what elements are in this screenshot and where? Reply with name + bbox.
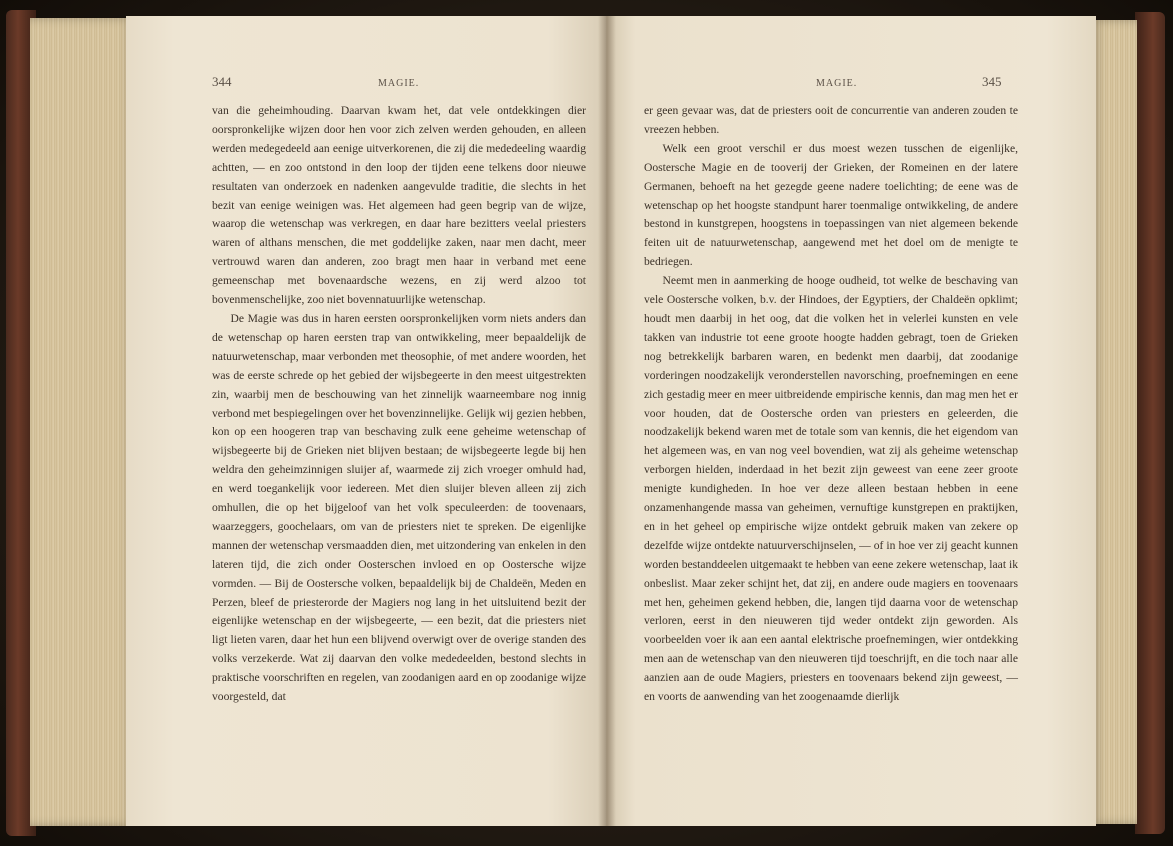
paragraph: er geen gevaar was, dat de priesters ooit de concurrentie van anderen zouden te vreezen hebben.: [644, 104, 1018, 136]
book-gutter: [598, 16, 616, 826]
page-stack-left: [30, 18, 134, 826]
paragraph: van die geheimhouding. Daarvan kwam het, dat vele ontdekkingen dier oorspronkelijke wijzen door hen voor zich zelven werden gehouden, en alleen werden medegedeeld aan eenige uitverkorenen, die zij die mededeeling waardig achtten, — en zoo ontstond in den loop der tijden eene telkens door nieuwe resultaten van onderzoek en nadenken aangevulde traditie, die slechts in het bezit van eenige weinigen was. Het algemeen had geen begrip van de wijze, waarop die wetenschap was verkregen, en daar hare bezitters veelal priesters waren of althans menschen, die met goddelijke zaken, naar men dacht, meer vertrouwd waren dan anderen, zoo bragt men haar in verband met eene gemeenschap met bovenaardsche wezens, en zij werd alzoo tot bovenmenschelijke, zoo niet bovennatuurlijke wetenschap.: [212, 104, 586, 307]
running-head: MAGIE.: [816, 78, 858, 89]
right-page: [606, 16, 1096, 826]
book-cover-right-edge: [1135, 12, 1165, 834]
body-text: [644, 102, 1018, 707]
page-stack-right: [1091, 20, 1137, 824]
paragraph: De Magie was dus in haren eersten oorspronkelijken vorm niets anders dan de wetenschap op haren eersten trap van ontwikkeling, meer bepaaldelijk de natuurwetenschap, maar verbonden met theosophie, of met andere woorden, het was de eerste schrede op het gebied der wijsbegeerte in den meest uitgestrekten zin, waarbij men de beschouwing van het zinnelijk waarneembare nog innig verbond met bespiegelingen over het bovenzinnelijke. Gelijk wij gezien hebben, kon op een hoogeren trap van beschaving zulk eene geheime wetenschap of wijsbegeerte bij de Grieken niet blijven bestaan; de wijsbegeerte legde bij hen weldra den geheimzinnigen sluijer af, waarmede zij zich vroeger omhuld had, en werd toegankelijk voor iedereen. Met dien sluijer bleven alleen zij zich omhullen, die op het bijgeloof van het volk speculeerden: de toovenaars, waarzeggers, goochelaars, om van de priesters niet te spreken. De eigenlijke mannen der wetenschap versmaadden dien, met uitzondering van enkelen in den lateren tijd, die zich onder Oosterschen invloed en op Oostersche wijze vormden. — Bij de Oostersche volken, bepaaldelijk bij de Chaldeën, Meden en Perzen, bleef de priesterorde der Magiers nog lang in het uitsluitend bezit der eigenlijke wetenschap en der wijsbegeerte, — een bezit, dat die priesters niet ligt lieten varen, daar het hun een blijvend overwigt over de overige standen des volks verzekerde. Wat zij daarvan den volke mededeelden, bestond slechts in praktische voorschriften en regelen, van zoodanigen aard en op zoodanige wijze voorgesteld, dat: [212, 311, 586, 704]
page-number: 345: [982, 74, 1002, 89]
page-number: 344: [212, 74, 232, 89]
left-page: [126, 16, 606, 826]
paragraph: Neemt men in aanmerking de hooge oudheid, tot welke de beschaving van vele Oostersche volken, b.v. der Hindoes, der Egyptiers, der Chaldeën opklimt; houdt men daarbij in het oog, dat die volken het in velerlei kunsten en vele takken van industrie tot eene groote hoogte hadden gebragt, toen de Grieken nog betrekkelijk barbaren waren, en bedenkt men daarbij, dat zoodanige vorderingen noodzakelijk veronderstellen navorsching, proefnemingen en eene zich gestadig meer en meer uitbreidende empirische kennis, dan mag men het er voor houden, dat de Oostersche orden van priesters en geleerden, die noodzakelijk bekend waren met de totale som van kennis, die het eigendom van het algemeen was, en van nog veel bovendien, wat zij als geheime wetenschap verborgen hielden, inderdaad in het bezit zijn geweest van eene zeer groote menigte kundigheden. In hoe ver deze alleen bestaan hebben in eene onzamenhangende massa van geheimen, vernuftige kunstgrepen en praktijken, en in het geheel op empirische wijze ontdekt gebruik maken van zekere op dezelfde wijze ontdekte natuurverschijnselen, — of in hoe ver zij geacht kunnen worden bestanddeelen uitgemaakt te hebben van eene zekere wetenschap, laat ik onbeslist. Maar zeker schijnt het, dat zij, en andere oude magiers en toovenaars met hen, geheimen gekend hebben, die, langen tijd daarna voor de wetenschap verloren, eerst in den nieuweren tijd weder ontdekt zijn geworden. Als voorbeelden voer ik aan een aantal elektrische proefnemingen, wier ontdekking men aan de wetenschap van den nieuweren tijd toeschrijft, en die toch naar alle aanzien aan de oude Magiers, priesters en toovenaars bekend zijn geweest, — en voorts de aanwending van het zoogenaamde dierlijk: [644, 274, 1018, 704]
running-head: MAGIE.: [378, 78, 420, 89]
body-text: [212, 102, 586, 707]
paragraph: Welk een groot verschil er dus moest wezen tusschen de eigenlijke, Oostersche Magie en de tooverij der Grieken, der Romeinen en der latere Germanen, behoeft na het gezegde geene nadere toelichting; de eene was de wetenschap op het hoogste standpunt harer toenmalige ontwikkeling, de andere bestond in kunstgrepen, hoogstens in toepassingen van niet algemeen bekende feiten uit de natuurwetenschap, aangewend met het doel om de menigte te bedriegen.: [644, 141, 1018, 269]
